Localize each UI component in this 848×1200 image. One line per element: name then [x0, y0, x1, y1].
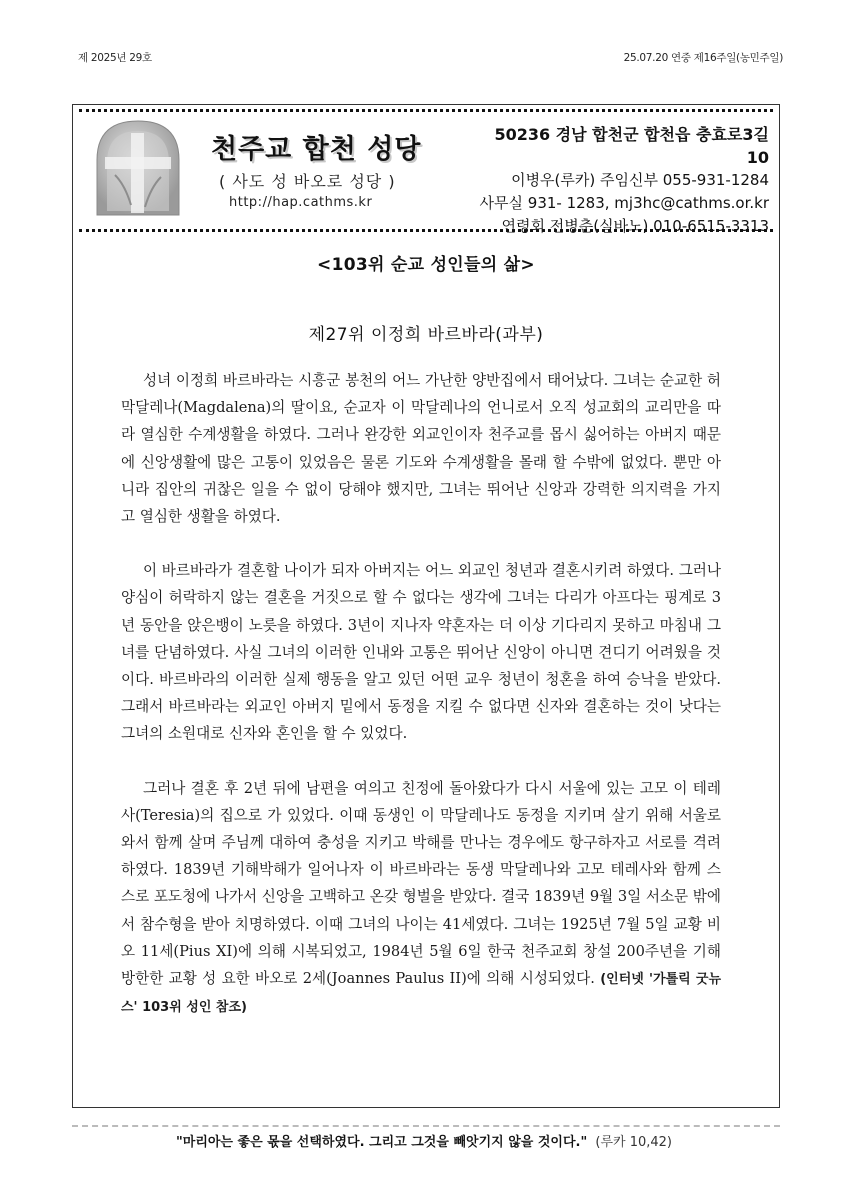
pastor-contact: 이병우(루카) 주임신부 055-931-1284 — [511, 171, 769, 189]
office-contact: 사무실 931- 1283, mj3hc@cathms.or.kr — [479, 194, 769, 212]
article-reference: (인터넷 '가톨릭 굿뉴스' 103위 성인 참조) — [121, 972, 722, 1016]
footer-quote — [0, 1131, 848, 1150]
article-paragraph: 이 바르바라가 결혼할 나이가 되자 아버지는 어느 외교인 청년과 결혼시키려 하였다. 그러나 양심이 허락하지 않는 결혼을 거짓으로 할 수 없다는 생각에 그녀는 다리가 아프다는 핑계로 3년 동안을 앉은뱅이 노릇을 하였다. 3년이 지나자 약혼자는 더 이상 기다리지 못하고 마침내 그녀를 단념하였다. 사실 그녀의 이러한 인내와 고통은 뛰어난 신앙이 아니면 견디기 어려웠을 것이다. 바르바라의 이러한 실제 행동을 알고 있던 어떤 교우 청년이 청혼을 하여 승낙을 받았다. 그래서 바르바라는 외교인 아버지 밑에서 동정을 지킬 수 없다면 신자와 결혼하는 것이 낫다는 그녀의 소원대로 신자와 혼인을 할 수 있었다. — [121, 562, 721, 743]
bible-quote: "마리아는 좋은 몫을 선택하였다. 그리고 그것을 빼앗기지 않을 것이다." — [175, 1135, 588, 1150]
section-heading: <103위 순교 성인들의 삶> — [317, 255, 535, 275]
article-title: 제27위 이정희 바르바라(과부) — [308, 325, 544, 345]
footer-divider — [72, 1125, 780, 1127]
council-contact: 연령회 전병춘(실바노) 010-6515-3313 — [501, 217, 769, 235]
bulletin-frame — [72, 104, 780, 1108]
issue-number: 제 2025년 29호 — [78, 52, 152, 64]
article-paragraph-text: 그러나 결혼 후 2년 뒤에 남편을 여의고 친정에 돌아왔다가 다시 서울에 있는 고모 이 테레사(Teresia)의 집으로 가 있었다. 이때 동생인 이 막달레나도 동정을 지키며 살기 위해 서울로 와서 함께 살며 주님께 대하여 충성을 지키고 박해를 만나는 경우에도 항구하자고 서로를 격려하였다. 1839년 기해박해가 일어나자 이 바르바라는 동생 막달레나와 고모 테레사와 함께 스스로 포도청에 나가서 신앙을 고백하고 온갖 형벌을 받았다. 결국 1839년 9월 3일 서소문 밖에서 참수형을 받아 치명하였다. 이때 그녀의 나이는 41세였다. 그녀는 1925년 7월 5일 교황 비오 11세(Pius XI)에 의해 시복되었고, 1984년 5월 6일 한국 천주교회 창설 200주년을 기해 방한한 교황 성 요한 바오로 2세(Joannes Paulus II)에 의해 시성되었다. — [121, 779, 721, 988]
header-dotted-divider — [79, 229, 773, 232]
parish-subtitle: ( 사도 성 바오로 성당 ) — [219, 172, 396, 191]
article-paragraph: 성녀 이정희 바르바라는 시흥군 봉천의 어느 가난한 양반집에서 태어났다. 그녀는 순교한 허 막달레나(Magdalena)의 딸이요, 순교자 이 막달레나의 언니로서 오직 성교회의 교리만을 따라 열심한 수계생활을 하였다. 그러나 완강한 외교인이자 천주교를 몹시 싫어하는 아버지 때문에 신앙생활에 많은 고통이 있었음은 물론 기도와 수계생활을 몰래 할 수밖에 없었다. 뿐만 아니라 집안의 귀찮은 일을 수 없이 당해야 했지만, 그녀는 뛰어난 신앙과 강력한 의지력을 가지고 열심한 생활을 하였다. — [121, 372, 721, 526]
parish-logo-icon — [85, 115, 191, 221]
article-body — [121, 367, 721, 1021]
parish-address: 50236 경남 합천군 합천읍 충효로3길 10 — [494, 125, 769, 167]
article-paragraph — [121, 775, 721, 1022]
contact-block — [469, 123, 769, 238]
parish-url-link[interactable]: http://hap.cathms.kr — [229, 195, 373, 210]
top-dotted-divider — [79, 109, 773, 112]
parish-name: 천주교 합천 성당 — [211, 134, 422, 165]
issue-date: 25.07.20 연중 제16주일(농민주일) — [623, 52, 783, 64]
bible-quote-source: (루카 10,42) — [595, 1135, 672, 1150]
